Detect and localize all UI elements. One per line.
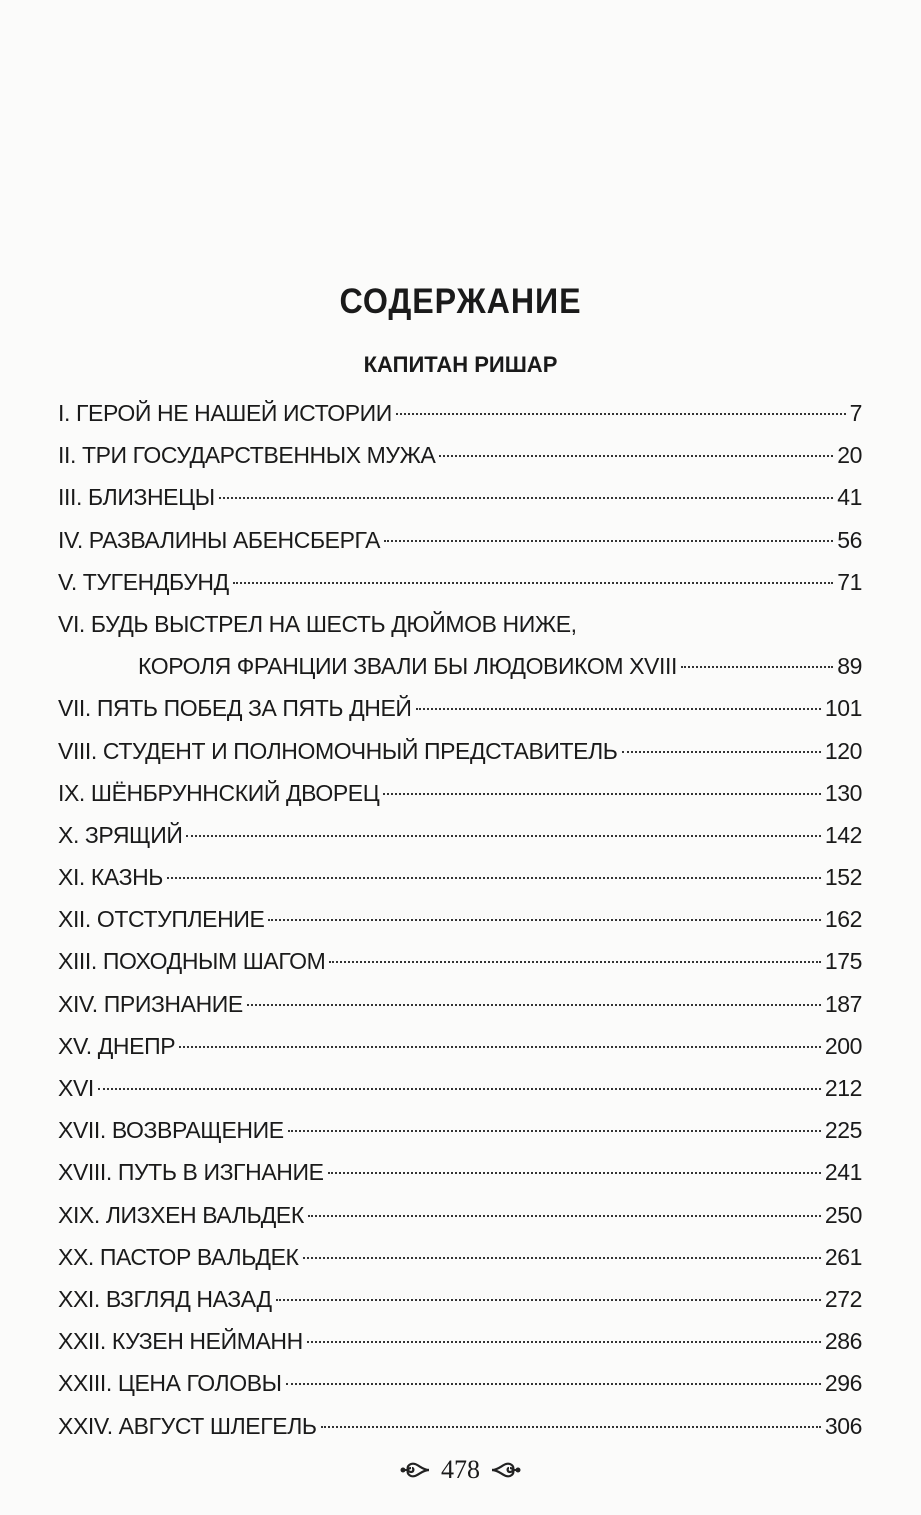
- dot-leader: [186, 834, 820, 837]
- dot-leader: [276, 1298, 821, 1301]
- dot-leader: [167, 876, 821, 879]
- toc-entry[interactable]: [58, 772, 862, 814]
- toc-entry-page: 41: [837, 484, 862, 511]
- toc-entry[interactable]: [58, 1067, 862, 1109]
- toc-entry-title: X. ЗРЯЩИЙ: [58, 821, 183, 848]
- page-footer: [0, 1455, 921, 1485]
- toc-entry-page: 286: [824, 1328, 862, 1355]
- toc-entry-page: 175: [824, 948, 862, 975]
- toc-entry-title: XXIII. ЦЕНА ГОЛОВЫ: [58, 1370, 282, 1397]
- toc-entry[interactable]: [58, 561, 862, 603]
- toc-entry-page: 56: [837, 526, 862, 553]
- toc-entry[interactable]: [58, 814, 862, 856]
- toc-entry-title: VII. ПЯТЬ ПОБЕД ЗА ПЯТЬ ДНЕЙ: [58, 695, 412, 722]
- fleuron-left-icon: [399, 1456, 431, 1484]
- toc-entry-title: XVII. ВОЗВРАЩЕНИЕ: [58, 1117, 284, 1144]
- dot-leader: [329, 960, 820, 963]
- section-title: КАПИТАН РИШАР: [363, 352, 558, 377]
- toc-entry[interactable]: [58, 730, 862, 772]
- dot-leader: [321, 1425, 821, 1428]
- dot-leader: [247, 1003, 821, 1006]
- toc-entry-page: 142: [824, 821, 862, 848]
- dot-leader: [416, 707, 821, 710]
- toc-entry-title: V. ТУГЕНДБУНД: [58, 568, 229, 595]
- toc-entry-page: 296: [824, 1370, 862, 1397]
- toc-entry-title: XVI: [58, 1075, 94, 1102]
- toc-entry[interactable]: [58, 687, 862, 729]
- toc-entry-page: 71: [837, 568, 862, 595]
- dot-leader: [286, 1382, 821, 1385]
- dot-leader: [268, 918, 820, 921]
- dot-leader: [328, 1171, 821, 1174]
- toc-entry-title: XV. ДНЕПР: [58, 1032, 176, 1059]
- toc-entry[interactable]: [58, 1109, 862, 1151]
- page-number: 478: [441, 1455, 480, 1484]
- toc-entry-title: II. ТРИ ГОСУДАРСТВЕННЫХ МУЖА: [58, 442, 436, 469]
- toc-entry-page: 7: [849, 400, 862, 426]
- toc-entry-title: XIII. ПОХОДНЫМ ШАГОМ: [58, 948, 326, 975]
- toc-entry-page: 120: [824, 737, 862, 764]
- toc-entry-page: 212: [824, 1075, 862, 1102]
- toc-entry-title: XXI. ВЗГЛЯД НАЗАД: [58, 1285, 272, 1312]
- toc-entry-page: 130: [824, 779, 862, 806]
- dot-leader: [383, 792, 820, 795]
- table-of-contents: [58, 392, 862, 1447]
- toc-entry[interactable]: [58, 603, 862, 687]
- toc-entry[interactable]: [58, 434, 862, 476]
- fleuron-right-icon: [490, 1456, 522, 1484]
- toc-entry[interactable]: [58, 983, 862, 1025]
- toc-entry-title: XXII. КУЗЕН НЕЙМАНН: [58, 1328, 303, 1355]
- toc-entry[interactable]: [58, 1194, 862, 1236]
- toc-entry-page: 101: [824, 695, 862, 722]
- toc-entry-page: 20: [837, 442, 862, 469]
- dot-leader: [303, 1256, 821, 1259]
- toc-entry-title: XVIII. ПУТЬ В ИЗГНАНИЕ: [58, 1159, 324, 1186]
- dot-leader: [179, 1045, 821, 1048]
- dot-leader: [233, 581, 833, 584]
- toc-entry[interactable]: [58, 898, 862, 940]
- dot-leader: [681, 665, 833, 668]
- toc-entry[interactable]: [58, 519, 862, 561]
- toc-entry-title: VI. БУДЬ ВЫСТРЕЛ НА ШЕСТЬ ДЮЙМОВ НИЖЕ,: [58, 610, 577, 637]
- dot-leader: [396, 412, 846, 415]
- toc-entry-title: VIII. СТУДЕНТ И ПОЛНОМОЧНЫЙ ПРЕДСТАВИТЕЛЬ: [58, 737, 618, 764]
- toc-entry-page: 187: [824, 990, 862, 1017]
- toc-entry[interactable]: [58, 1151, 862, 1193]
- toc-entry[interactable]: [58, 1025, 862, 1067]
- toc-entry-title: III. БЛИЗНЕЦЫ: [58, 484, 215, 511]
- toc-entry[interactable]: [58, 1320, 862, 1362]
- toc-entry-page: 306: [824, 1412, 862, 1439]
- toc-entry[interactable]: [58, 1278, 862, 1320]
- dot-leader: [308, 1214, 821, 1217]
- toc-entry-title: XX. ПАСТОР ВАЛЬДЕК: [58, 1243, 299, 1270]
- toc-entry-page: 200: [824, 1032, 862, 1059]
- toc-entry-page: 152: [824, 864, 862, 891]
- dot-leader: [307, 1340, 821, 1343]
- toc-entry-page: 225: [824, 1117, 862, 1144]
- toc-entry-title: IV. РАЗВАЛИНЫ АБЕНСБЕРГА: [58, 526, 381, 553]
- toc-entry-page: 89: [837, 652, 862, 679]
- toc-entry-title: XIV. ПРИЗНАНИЕ: [58, 990, 243, 1017]
- toc-entry[interactable]: [58, 1405, 862, 1447]
- toc-entry-page: 241: [824, 1159, 862, 1186]
- toc-entry-title: IX. ШЁНБРУННСКИЙ ДВОРЕЦ: [58, 779, 380, 806]
- toc-entry-page: 162: [824, 906, 862, 933]
- toc-entry[interactable]: [58, 1236, 862, 1278]
- toc-entry[interactable]: [58, 1362, 862, 1404]
- page-title: СОДЕРЖАНИЕ: [339, 282, 582, 321]
- toc-entry-title-continued: КОРОЛЯ ФРАНЦИИ ЗВАЛИ БЫ ЛЮДОВИКОМ XVIII: [138, 652, 677, 679]
- toc-entry[interactable]: [58, 476, 862, 518]
- dot-leader: [288, 1129, 821, 1132]
- dot-leader: [384, 539, 833, 542]
- toc-entry-title: XI. КАЗНЬ: [58, 864, 163, 891]
- dot-leader: [98, 1087, 821, 1090]
- toc-entry-title: XXIV. АВГУСТ ШЛЕГЕЛЬ: [58, 1412, 317, 1439]
- toc-entry-title: XIX. ЛИЗХЕН ВАЛЬДЕК: [58, 1201, 304, 1228]
- dot-leader: [439, 454, 833, 457]
- toc-entry-title: XII. ОТСТУПЛЕНИЕ: [58, 906, 265, 933]
- toc-entry-page: 250: [824, 1201, 862, 1228]
- toc-entry-page: 272: [824, 1285, 862, 1312]
- toc-entry[interactable]: [58, 856, 862, 898]
- toc-entry[interactable]: [58, 940, 862, 982]
- dot-leader: [622, 750, 821, 753]
- toc-entry[interactable]: [58, 392, 862, 434]
- toc-entry-title: I. ГЕРОЙ НЕ НАШЕЙ ИСТОРИИ: [58, 400, 392, 426]
- dot-leader: [219, 496, 834, 499]
- toc-entry-page: 261: [824, 1243, 862, 1270]
